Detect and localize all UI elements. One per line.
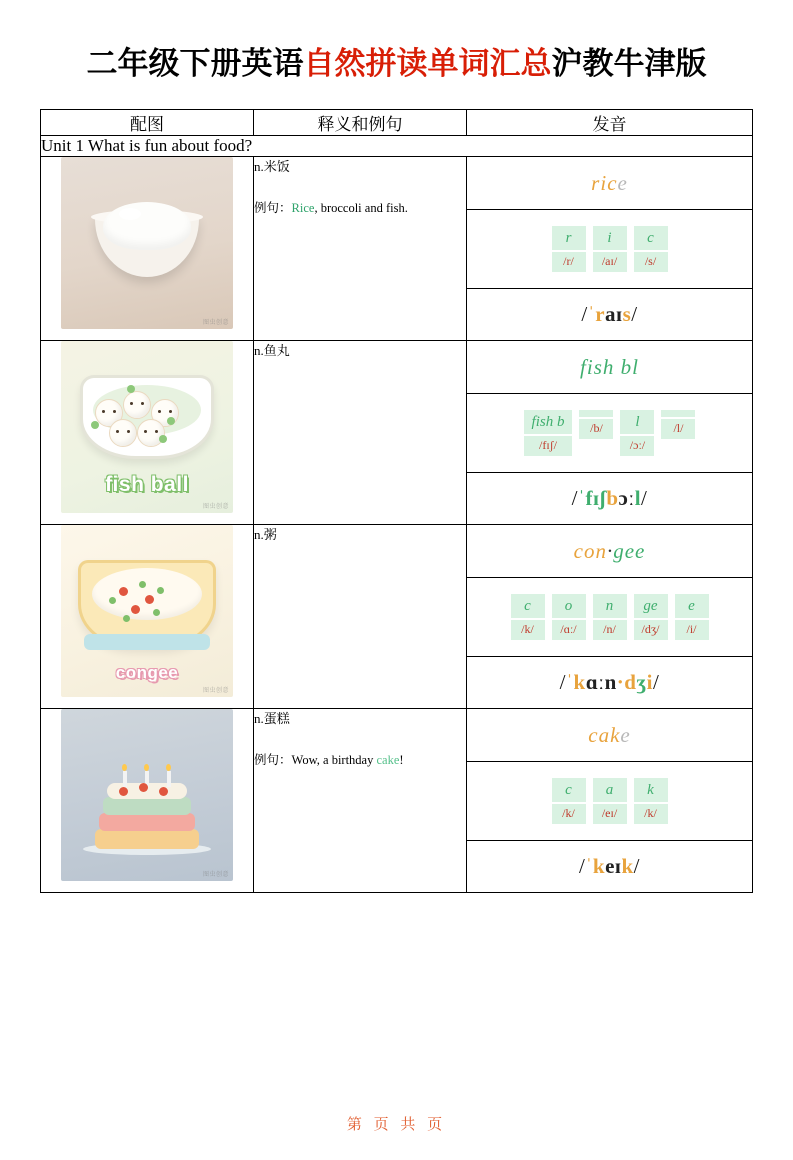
pea-shape xyxy=(127,385,135,393)
goji-berry-shape xyxy=(119,587,128,596)
part-of-speech: n.鱼丸 xyxy=(254,343,290,358)
chip-letter: k xyxy=(634,778,668,802)
phonics-chip xyxy=(634,778,668,824)
ipa-segment: l xyxy=(634,486,642,510)
phonics-chip xyxy=(552,226,586,272)
phonics-chip xyxy=(524,410,573,456)
title-part-3: 沪教牛津版 xyxy=(551,46,707,81)
chip-letter: c xyxy=(634,226,668,250)
ipa-transcription xyxy=(467,473,752,524)
chip-sound: /dʒ/ xyxy=(634,620,668,640)
phonics-chip-group xyxy=(467,762,752,841)
cake-layer xyxy=(95,829,199,849)
phonics-chip-group xyxy=(467,210,752,289)
word-display xyxy=(467,525,752,578)
word-segment: · xyxy=(606,539,614,563)
cake-layer xyxy=(103,797,191,815)
ipa-segment: ˈk xyxy=(585,854,606,878)
chip-letter: n xyxy=(593,594,627,618)
word-segment: e xyxy=(617,171,628,195)
part-of-speech: n.粥 xyxy=(254,527,277,542)
word-segment: i xyxy=(600,171,608,195)
chip-letter: fish b xyxy=(524,410,573,434)
phonics-chip xyxy=(634,594,668,640)
chip-sound: /n/ xyxy=(593,620,627,640)
flame-shape xyxy=(122,764,127,771)
word-segment: c xyxy=(607,171,618,195)
rice-shape xyxy=(103,202,191,250)
word-segment: fish bl xyxy=(580,355,639,379)
table-row xyxy=(41,525,753,709)
phonics-chip xyxy=(661,410,695,456)
phonics-chip xyxy=(511,594,545,640)
header-definition: 释义和例句 xyxy=(254,110,467,136)
ipa-segment: k xyxy=(621,854,634,878)
table-row xyxy=(41,157,753,341)
cake-layer xyxy=(99,813,195,831)
goji-berry-shape xyxy=(131,605,140,614)
word-image-cell xyxy=(41,157,254,341)
ipa-segment: / xyxy=(633,854,640,878)
phonics-chip xyxy=(593,226,627,272)
bowl-stripe xyxy=(84,634,210,650)
title-part-2: 自然拼读单词汇总 xyxy=(303,46,552,81)
example-post: , broccoli and fish. xyxy=(314,200,408,215)
birthday-cake-photo xyxy=(61,709,233,881)
example-label: 例句： xyxy=(254,200,292,215)
ipa-segment: / xyxy=(571,486,578,510)
porridge-shape xyxy=(92,568,202,620)
definition-cell xyxy=(254,341,467,525)
word-segment: r xyxy=(591,171,601,195)
example-post: ! xyxy=(399,752,404,767)
goji-berry-shape xyxy=(145,595,154,604)
ipa-segment: / xyxy=(652,670,660,694)
page-footer: 第 页 共 页 xyxy=(346,1117,447,1133)
pronunciation-cell xyxy=(467,525,753,709)
chip-letter: a xyxy=(593,778,627,802)
ipa-segment: / xyxy=(631,302,638,326)
phonics-chip-group xyxy=(467,578,752,657)
cherry-shape xyxy=(119,787,128,796)
word-segment: gee xyxy=(613,539,646,563)
flame-shape xyxy=(166,764,171,771)
phonics-chip xyxy=(579,410,613,456)
table-row xyxy=(41,709,753,893)
ipa-transcription xyxy=(467,289,752,340)
pea-shape xyxy=(167,417,175,425)
fish-ball-shape xyxy=(123,391,151,419)
image-watermark: 图虫创意 xyxy=(202,872,229,878)
candle-shape xyxy=(167,771,171,787)
chip-sound: /ɑː/ xyxy=(552,620,586,640)
document-page xyxy=(0,38,793,1160)
ipa-segment: i xyxy=(646,670,653,694)
rice-bowl-photo xyxy=(61,157,233,329)
ipa-transcription xyxy=(467,657,752,708)
image-watermark: 图虫创意 xyxy=(202,688,229,694)
chip-letter: l xyxy=(620,410,654,434)
ipa-segment: / xyxy=(641,486,648,510)
example-keyword: cake xyxy=(376,752,400,767)
image-caption: fish ball xyxy=(105,473,189,496)
phonics-chip xyxy=(593,778,627,824)
word-display xyxy=(467,341,752,394)
word-display xyxy=(467,709,752,762)
word-image-cell xyxy=(41,709,254,893)
cherry-shape xyxy=(139,783,148,792)
word-segment: k xyxy=(610,723,621,747)
chip-sound: /eɪ/ xyxy=(593,804,627,824)
unit-title-row xyxy=(41,136,753,157)
title-part-1: 二年级下册英语 xyxy=(86,46,304,81)
example-pre: Wow, a birthday xyxy=(291,752,377,767)
chip-letter: c xyxy=(511,594,545,618)
chip-sound: /s/ xyxy=(634,252,668,272)
chip-letter: i xyxy=(593,226,627,250)
fish-ball-illustration xyxy=(61,341,233,513)
fish-ball-shape xyxy=(109,419,137,447)
word-display xyxy=(467,157,752,210)
image-caption: congee xyxy=(115,663,179,682)
header-image: 配图 xyxy=(41,110,254,136)
ipa-segment: aɪ xyxy=(605,302,623,326)
ipa-segment: b xyxy=(606,486,619,510)
ipa-segment: ·d xyxy=(616,670,637,694)
ipa-segment: ˈk xyxy=(566,670,586,694)
chip-sound: /k/ xyxy=(511,620,545,640)
part-of-speech: n.米饭 xyxy=(254,159,290,174)
pronunciation-cell xyxy=(467,341,753,525)
chip-sound: /k/ xyxy=(552,804,586,824)
image-watermark: 图虫创意 xyxy=(202,320,229,326)
phonics-chip xyxy=(675,594,709,640)
definition-cell xyxy=(254,525,467,709)
word-segment: a xyxy=(598,723,611,747)
ipa-segment: ʒ xyxy=(636,670,647,694)
chip-sound: /b/ xyxy=(579,419,613,439)
definition-cell xyxy=(254,157,467,341)
chip-letter xyxy=(661,410,695,417)
page-title xyxy=(40,38,753,83)
phonics-chip xyxy=(593,594,627,640)
example-keyword: Rice xyxy=(291,200,315,215)
chip-sound: /l/ xyxy=(661,419,695,439)
chip-sound: /aɪ/ xyxy=(593,252,627,272)
flame-shape xyxy=(144,764,149,771)
chip-letter: o xyxy=(552,594,586,618)
pronunciation-cell xyxy=(467,709,753,893)
ipa-segment: ɑːn xyxy=(585,670,617,694)
chip-letter: c xyxy=(552,778,586,802)
table-row xyxy=(41,341,753,525)
scallion-shape xyxy=(139,581,146,588)
phonics-chip xyxy=(620,410,654,456)
chip-letter: ge xyxy=(634,594,668,618)
definition-cell xyxy=(254,709,467,893)
congee-bowl-illustration xyxy=(61,525,233,697)
ipa-transcription xyxy=(467,841,752,892)
scallion-shape xyxy=(153,609,160,616)
chip-letter xyxy=(579,410,613,417)
ipa-segment: ˈr xyxy=(587,302,606,326)
scallion-shape xyxy=(109,597,116,604)
phonics-chip xyxy=(552,778,586,824)
ipa-segment: s xyxy=(622,302,632,326)
scallion-shape xyxy=(123,615,130,622)
word-segment: e xyxy=(620,723,631,747)
ipa-segment: ˈfɪʃ xyxy=(577,486,607,510)
pea-shape xyxy=(91,421,99,429)
phonics-chip xyxy=(552,594,586,640)
word-image-cell xyxy=(41,525,254,709)
table-header-row xyxy=(41,110,753,136)
pea-shape xyxy=(159,435,167,443)
word-segment: con xyxy=(573,539,607,563)
candle-shape xyxy=(123,771,127,787)
ipa-segment: / xyxy=(559,670,567,694)
word-image-cell xyxy=(41,341,254,525)
example-sentence xyxy=(254,751,466,770)
word-segment: c xyxy=(588,723,599,747)
unit-title: Unit 1 What is fun about food? xyxy=(41,136,753,157)
header-pronunciation: 发音 xyxy=(467,110,753,136)
chip-letter: r xyxy=(552,226,586,250)
pronunciation-cell xyxy=(467,157,753,341)
chip-sound: /ɔː/ xyxy=(620,436,654,456)
chip-sound: /k/ xyxy=(634,804,668,824)
cherry-shape xyxy=(159,787,168,796)
example-label: 例句： xyxy=(254,752,292,767)
chip-sound: /fɪʃ/ xyxy=(524,436,573,456)
phonics-chip xyxy=(634,226,668,272)
example-sentence xyxy=(254,199,466,218)
ipa-segment: / xyxy=(581,302,588,326)
vocabulary-table xyxy=(40,109,753,893)
phonics-chip-group xyxy=(467,394,752,473)
chip-sound: /r/ xyxy=(552,252,586,272)
ipa-segment: / xyxy=(579,854,586,878)
ipa-segment: eɪ xyxy=(605,854,622,878)
chip-letter: e xyxy=(675,594,709,618)
ipa-segment: ɔː xyxy=(618,486,635,510)
chip-sound: /i/ xyxy=(675,620,709,640)
scallion-shape xyxy=(157,587,164,594)
image-watermark: 图虫创意 xyxy=(202,504,229,510)
part-of-speech: n.蛋糕 xyxy=(254,711,290,726)
